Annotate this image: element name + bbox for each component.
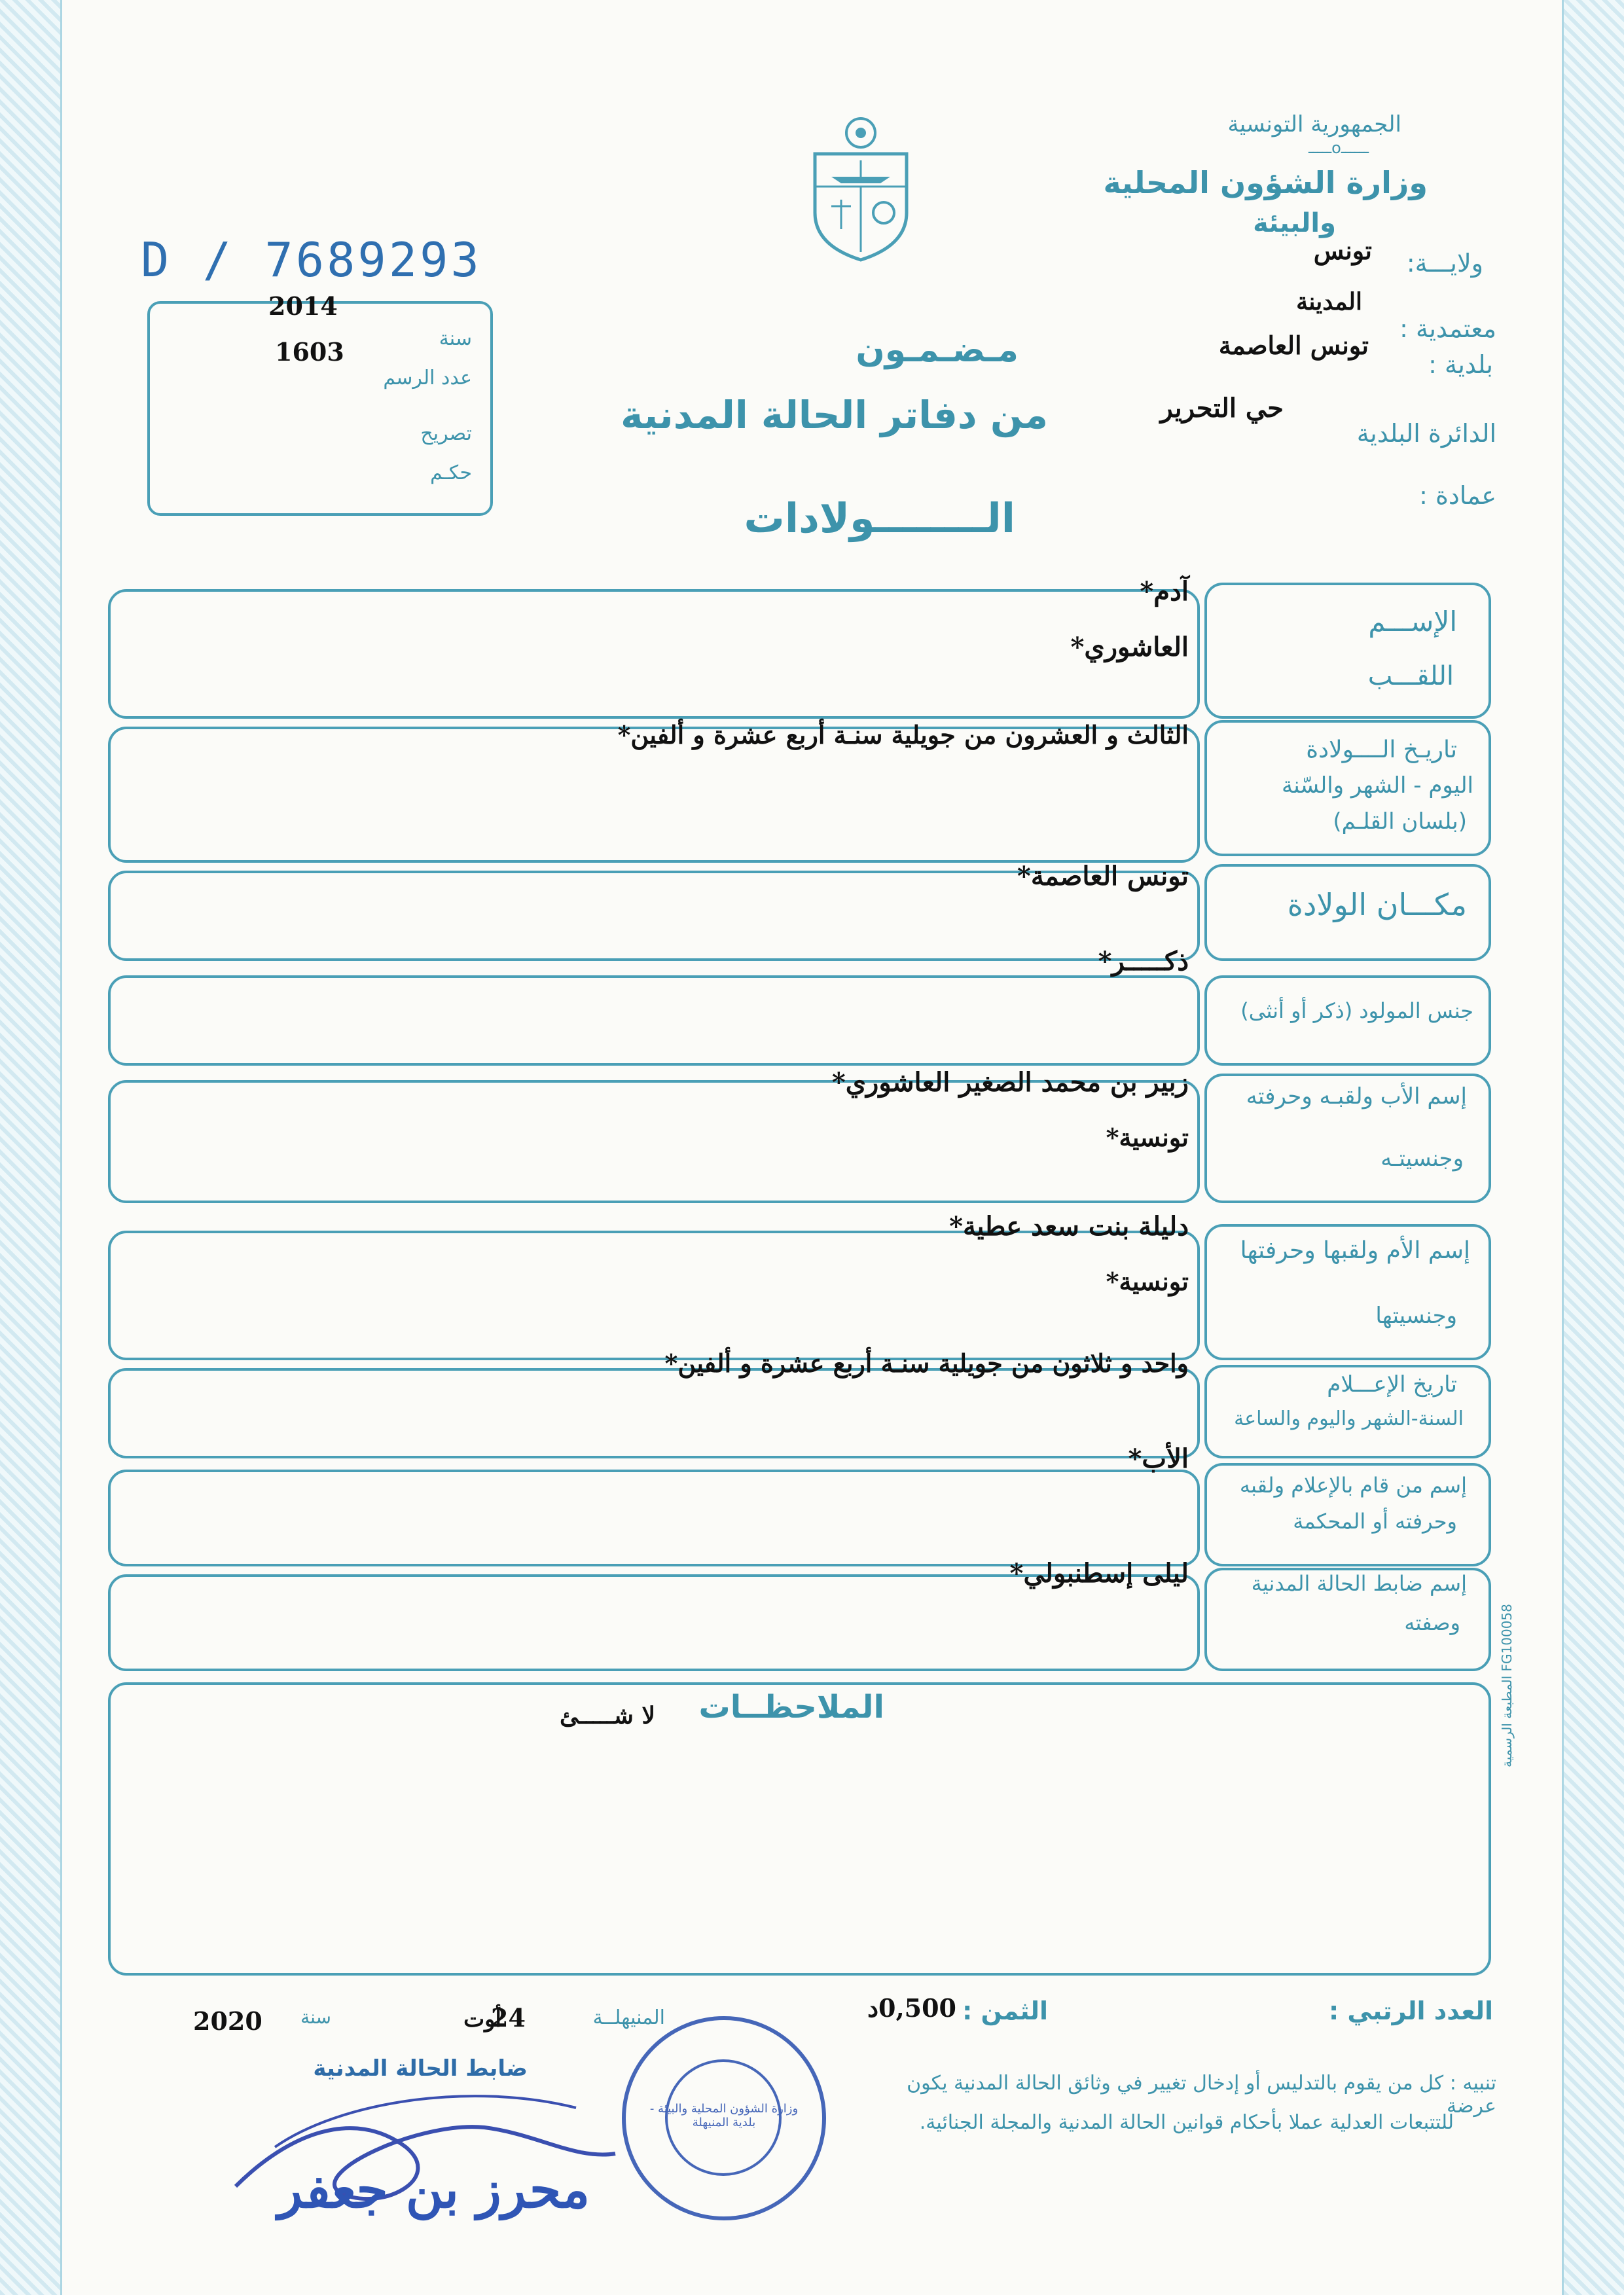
mother-label1: إسم الأم ولقبها وحرفتها — [1240, 1237, 1470, 1264]
declaration-date-label1: تاريخ الإعـــلام — [1327, 1371, 1457, 1398]
mother-value: دليلة بنت سعد عطية* — [949, 1211, 1189, 1242]
mother-label2: وجنسيتها — [1375, 1303, 1457, 1329]
warning-line1: تنبيه : كل من يقوم بالتدليس أو إدخال تغيير في وثائق الحالة المدنية يكون عرضة — [907, 2072, 1496, 2118]
title-line1: مـضـمـون — [856, 331, 1019, 370]
mother-value-box — [108, 1231, 1200, 1360]
officer-title: ضابط الحالة المدنية — [313, 2055, 528, 2082]
printer-code: المطبعة الرسمية FG100058 — [1499, 1604, 1515, 1767]
omada-label: عمادة : — [1419, 481, 1496, 510]
serial-no-label: العدد الرتبي : — [1328, 1997, 1493, 2025]
remarks-label: الملاحظــات — [698, 1689, 884, 1726]
motamadia-label: معتمدية : — [1399, 314, 1496, 343]
signature-name-stamp: محرز بن جعفر — [278, 2160, 590, 2220]
first-name-value: آدم* — [1140, 576, 1189, 607]
baladia-label: بلدية : — [1428, 350, 1493, 379]
sex-value: ذكـــــر* — [1098, 946, 1189, 977]
wilaya-value: تونس — [1313, 236, 1372, 265]
footer-year-value: 2020 — [193, 2006, 262, 2036]
month-value: أوت — [463, 2006, 501, 2033]
sex-value-box — [108, 975, 1200, 1066]
sex-label: جنس المولود (ذكر أو أنثى) — [1240, 998, 1473, 1023]
father-label2: وجنسيتـه — [1380, 1146, 1464, 1172]
warning-line2: للتتبعات العدلية عملا بأحكام قوانين الحالة المدنية والمجلة الجنائية. — [919, 2111, 1454, 2134]
declaration-date-value-box — [108, 1368, 1200, 1458]
remarks-box — [108, 1682, 1491, 1976]
republic-name: الجمهورية التونسية — [1227, 111, 1401, 137]
stamp-text: وزارة الشؤون المحلية والبيئة - بلدية المنيهلة — [649, 2102, 799, 2129]
left-decorative-border — [0, 0, 62, 2295]
day-value: 24 — [491, 2003, 526, 2033]
section-title: الــــــــولادات — [744, 494, 1015, 542]
declaration-date-label2: السنة-الشهر واليوم والساعة — [1234, 1407, 1464, 1430]
officer-value: ليلى إسطنبولي* — [1009, 1558, 1189, 1589]
declarant-value-box — [108, 1470, 1200, 1566]
registry-declaration-label: تصريح — [420, 422, 472, 445]
dob-label2: اليوم - الشهر والسّنة — [1282, 772, 1473, 799]
declaration-date-value: واحد و ثلاثون من جويلية سنـة أربع عشرة و ألفين* — [664, 1348, 1189, 1378]
tunisia-coat-of-arms-icon — [805, 115, 916, 265]
mother-nationality: تونسية* — [1106, 1267, 1189, 1296]
ministry-line2: والبيئة — [1253, 208, 1336, 238]
ministry-line1: وزارة الشؤون المحلية — [1103, 165, 1428, 200]
dob-label1: تاريـخ الــــولادة — [1306, 736, 1457, 763]
dob-value: الثالث و العشرون من جويلية سنـة أربع عشرة و ألفين* — [617, 720, 1189, 750]
right-decorative-border — [1562, 0, 1624, 2295]
registry-year-value: 2014 — [268, 291, 338, 321]
dob-label3: (بلسان القلـم) — [1333, 808, 1467, 835]
father-label1: إسم الأب ولقبـه وحرفته — [1246, 1083, 1467, 1110]
name-label-box — [1204, 583, 1491, 719]
wilaya-label: ولايـــة: — [1406, 249, 1483, 278]
footer-year-label: سنة — [300, 2006, 331, 2028]
declarant-label1: إسم من قام بالإعلام ولقبه — [1239, 1473, 1467, 1498]
title-line2: من دفاتر الحالة المدنية — [621, 393, 1048, 437]
surname-label: اللقـــب — [1367, 661, 1454, 691]
registry-year-label: سنة — [439, 327, 472, 350]
declarant-value: الأب* — [1128, 1443, 1189, 1474]
motamadia-value: المدينة — [1296, 288, 1362, 316]
baladia-value: تونس العاصمة — [1218, 331, 1369, 360]
surname-value: العاشوري* — [1070, 632, 1189, 662]
price-label: الثمن : — [962, 1997, 1048, 2025]
registry-act-label: عدد الرسم — [383, 367, 472, 389]
father-nationality: تونسية* — [1106, 1123, 1189, 1152]
header-divider: ـــــoــــــ — [1308, 139, 1369, 157]
daira-value: حي التحرير — [1160, 393, 1284, 424]
registry-act-value: 1603 — [275, 337, 344, 367]
pob-value: تونس العاصمة* — [1017, 861, 1189, 892]
registry-judgment-label: حكـم — [430, 461, 472, 484]
daira-label: الدائرة البلدية — [1356, 419, 1496, 448]
father-value: زبير بن محمد الصغير العاشوري* — [831, 1067, 1189, 1098]
first-name-label: الإســـم — [1368, 605, 1457, 638]
price-value: 0,500د — [867, 1993, 956, 2023]
officer-label1: إسم ضابط الحالة المدنية — [1251, 1571, 1467, 1596]
pob-label: مكـــان الولادة — [1287, 887, 1467, 922]
place-label: المنيهلــة — [592, 2006, 665, 2029]
remarks-value: لا شـــــئ — [560, 1702, 655, 1729]
officer-value-box — [108, 1574, 1200, 1671]
declarant-label2: وحرفته أو المحكمة — [1293, 1509, 1457, 1534]
name-value-box — [108, 589, 1200, 719]
father-value-box — [108, 1080, 1200, 1203]
officer-label2: وصفته — [1404, 1610, 1460, 1635]
serial-number: D / 7689293 — [141, 232, 482, 287]
